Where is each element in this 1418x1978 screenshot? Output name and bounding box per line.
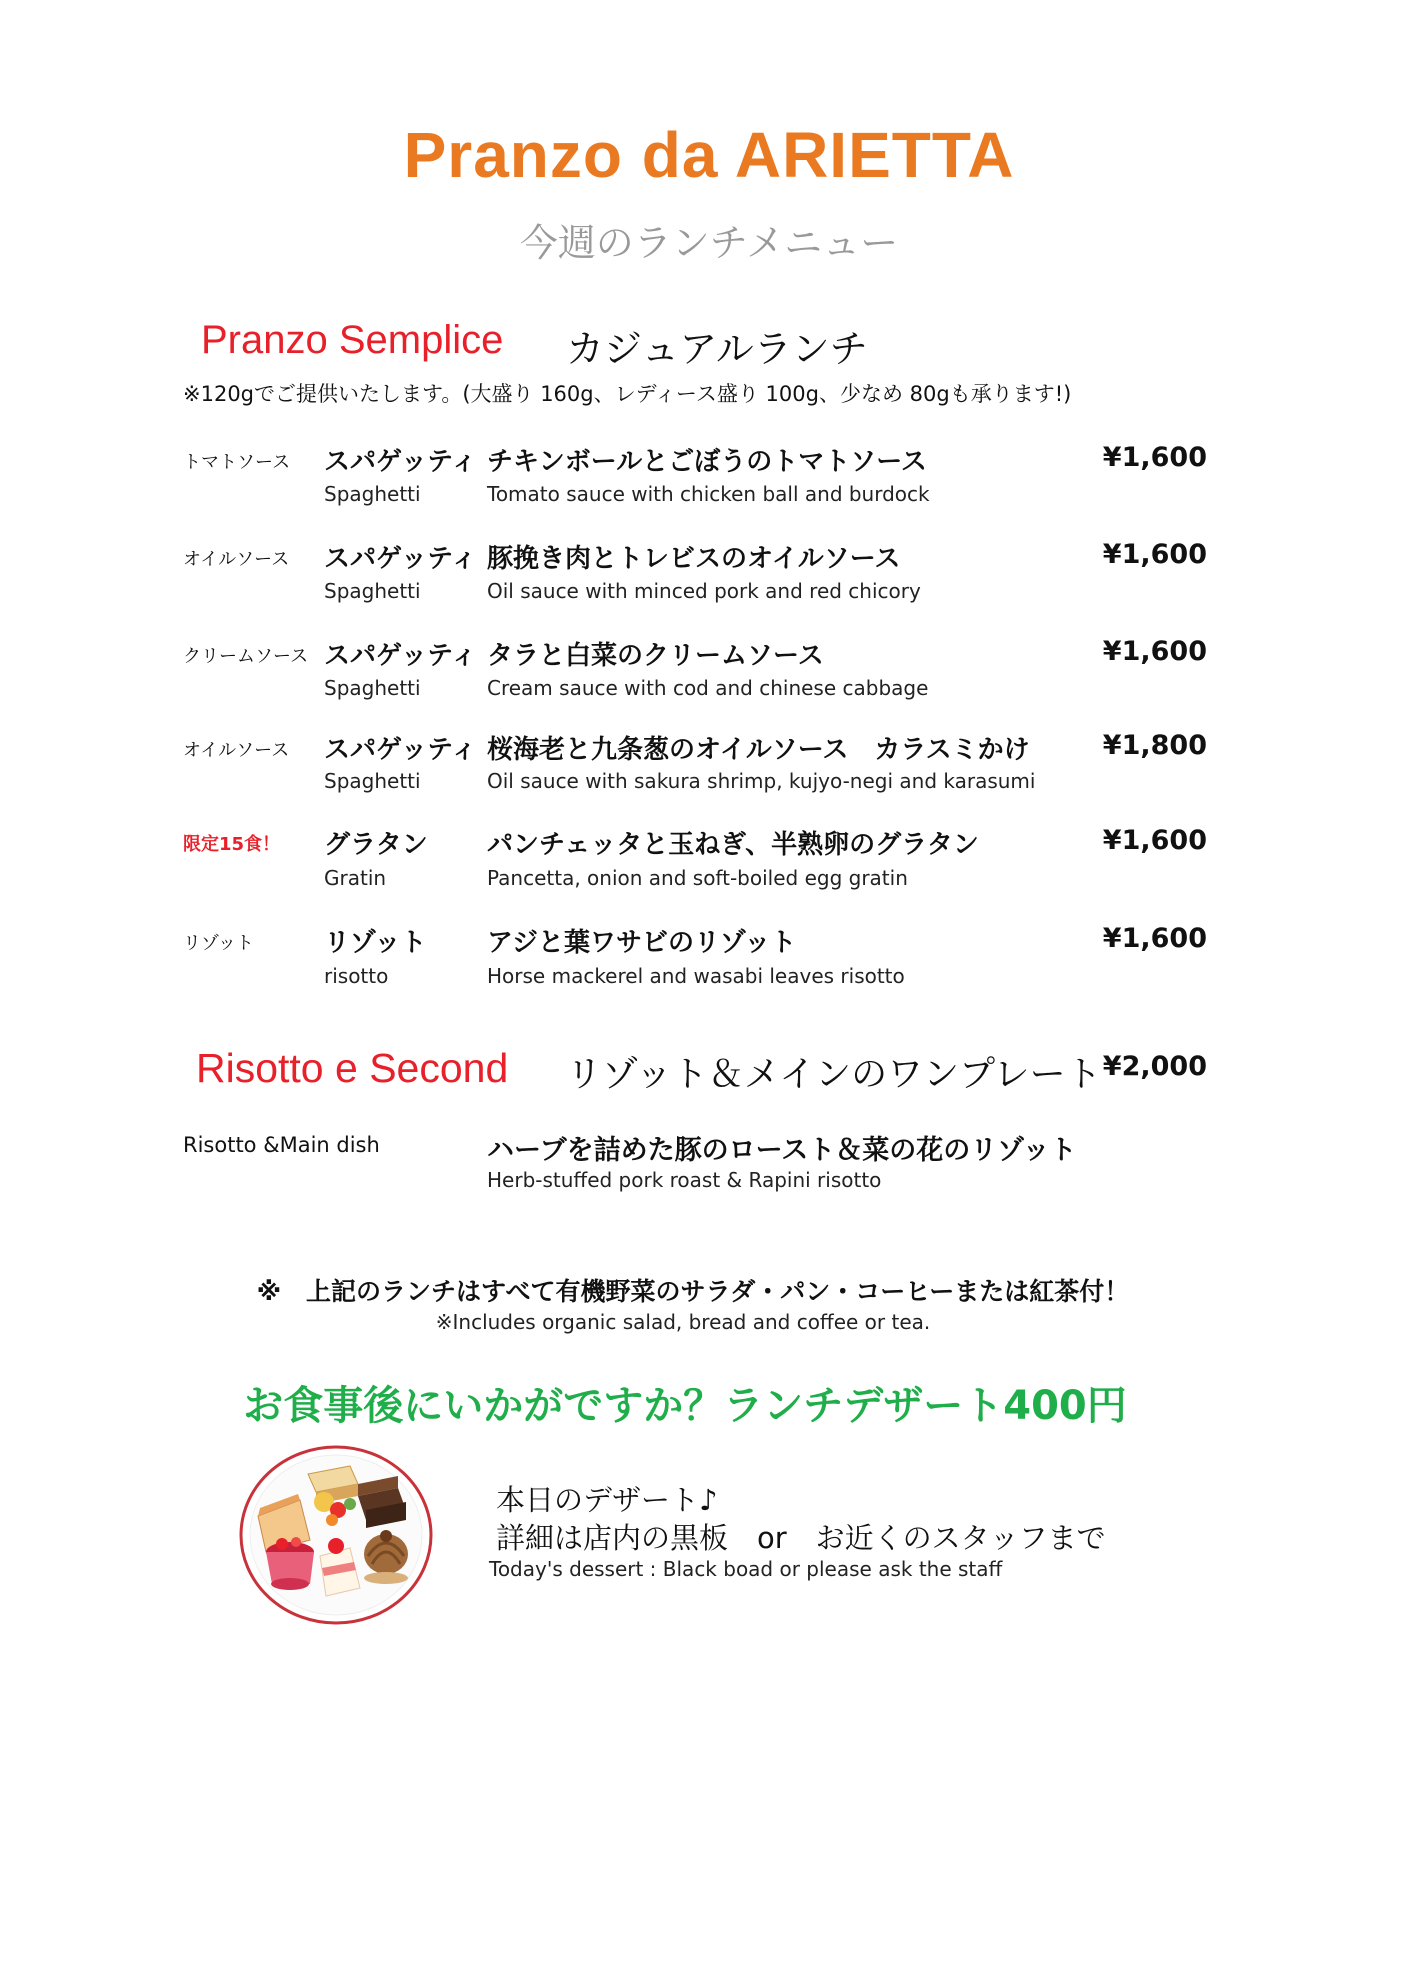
sauce-label: オイルソース: [183, 549, 290, 570]
pasta-type-en: risotto: [324, 964, 389, 988]
dish-price: ¥1,600: [1102, 825, 1207, 856]
dish-name-en: Oil sauce with minced pork and red chicory: [487, 579, 921, 603]
section-risotto-e-second-title: Risotto e Second: [196, 1045, 509, 1091]
pasta-type-jp: リゾット: [324, 928, 427, 958]
limited-quantity-label: 限定15食！: [183, 834, 281, 855]
pasta-type-en: Spaghetti: [324, 482, 421, 506]
dish-name-jp: パンチェッタと玉ねぎ、半熟卵のグラタン: [487, 830, 979, 860]
dish-name-jp: 豚挽き肉とトレビスのオイルソース: [487, 544, 901, 574]
dish-name-jp: チキンボールとごぼうのトマトソース: [487, 447, 927, 477]
dish-name-jp: 桜海老と九条葱のオイルソース カラスミかけ: [487, 735, 1030, 765]
dish-name-en: Cream sauce with cod and chinese cabbage: [487, 676, 929, 700]
dish-name-en: Pancetta, onion and soft-boiled egg gratin: [487, 866, 908, 890]
dish-price: ¥1,600: [1102, 539, 1207, 570]
pasta-type-en: Spaghetti: [324, 676, 421, 700]
portion-note: ※120gでご提供いたします。(大盛り 160g、レディース盛り 100g、少なめ 80gも承ります!): [183, 382, 1072, 406]
dish-name-jp: アジと葉ワサビのリゾット: [487, 928, 797, 958]
risotto-main-dish-label: Risotto &Main dish: [183, 1133, 380, 1157]
dish-price: ¥1,800: [1102, 730, 1207, 761]
includes-note-jp: ※ 上記のランチはすべて有機野菜のサラダ・パン・コーヒーまたは紅茶付！: [256, 1277, 1130, 1306]
dish-price: ¥1,600: [1102, 636, 1207, 667]
sauce-label: クリームソース: [183, 646, 309, 667]
includes-note-en: ※Includes organic salad, bread and coffee or tea.: [435, 1310, 931, 1334]
pasta-type-jp: グラタン: [324, 830, 428, 860]
dish-price: ¥1,600: [1102, 442, 1207, 473]
section-pranzo-semplice-title: Pranzo Semplice: [201, 318, 504, 362]
pasta-type-en: Spaghetti: [324, 579, 421, 603]
one-plate-price: ¥2,000: [1102, 1051, 1207, 1082]
pasta-type-jp: スパゲッティ: [324, 735, 477, 765]
dish-name-en: Oil sauce with sakura shrimp, kujyo-negi and karasumi: [487, 769, 1036, 793]
section-casual-lunch-title: カジュアルランチ: [566, 327, 868, 371]
one-plate-dish-en: Herb-stuffed pork roast & Rapini risotto: [487, 1168, 882, 1192]
sauce-label: リゾット: [183, 933, 254, 954]
pasta-type-en: Gratin: [324, 866, 387, 890]
pasta-type-en: Spaghetti: [324, 769, 421, 793]
dessert-plate-illustration: [238, 1444, 434, 1626]
pasta-type-jp: スパゲッティ: [324, 447, 477, 477]
dish-name-en: Tomato sauce with chicken ball and burdock: [487, 482, 930, 506]
dessert-details-note: 詳細は店内の黒板 or お近くのスタッフまで: [496, 1521, 1106, 1555]
dish-price: ¥1,600: [1102, 923, 1207, 954]
menu-title: Pranzo da ARIETTA: [403, 119, 1015, 191]
dish-name-en: Horse mackerel and wasabi leaves risotto: [487, 964, 905, 988]
lunch-dessert-title: お食事後にいかがですか？ランチデザート400円: [243, 1383, 1127, 1429]
todays-dessert-label: 本日のデザート♪: [496, 1483, 718, 1517]
one-plate-dish-jp: ハーブを詰めた豚のロースト＆菜の花のリゾット: [487, 1135, 1077, 1166]
dessert-note-en: Today's dessert : Black boad or please ask the staff: [489, 1557, 1003, 1581]
pasta-type-jp: スパゲッティ: [324, 641, 477, 671]
pasta-type-jp: スパゲッティ: [324, 544, 477, 574]
dish-name-jp: タラと白菜のクリームソース: [487, 641, 824, 671]
section-one-plate-title: リゾット＆メインのワンプレート: [566, 1054, 1102, 1095]
sauce-label: トマトソース: [183, 452, 291, 473]
sauce-label: オイルソース: [183, 740, 290, 761]
menu-subtitle: 今週のランチメニュー: [519, 221, 899, 265]
